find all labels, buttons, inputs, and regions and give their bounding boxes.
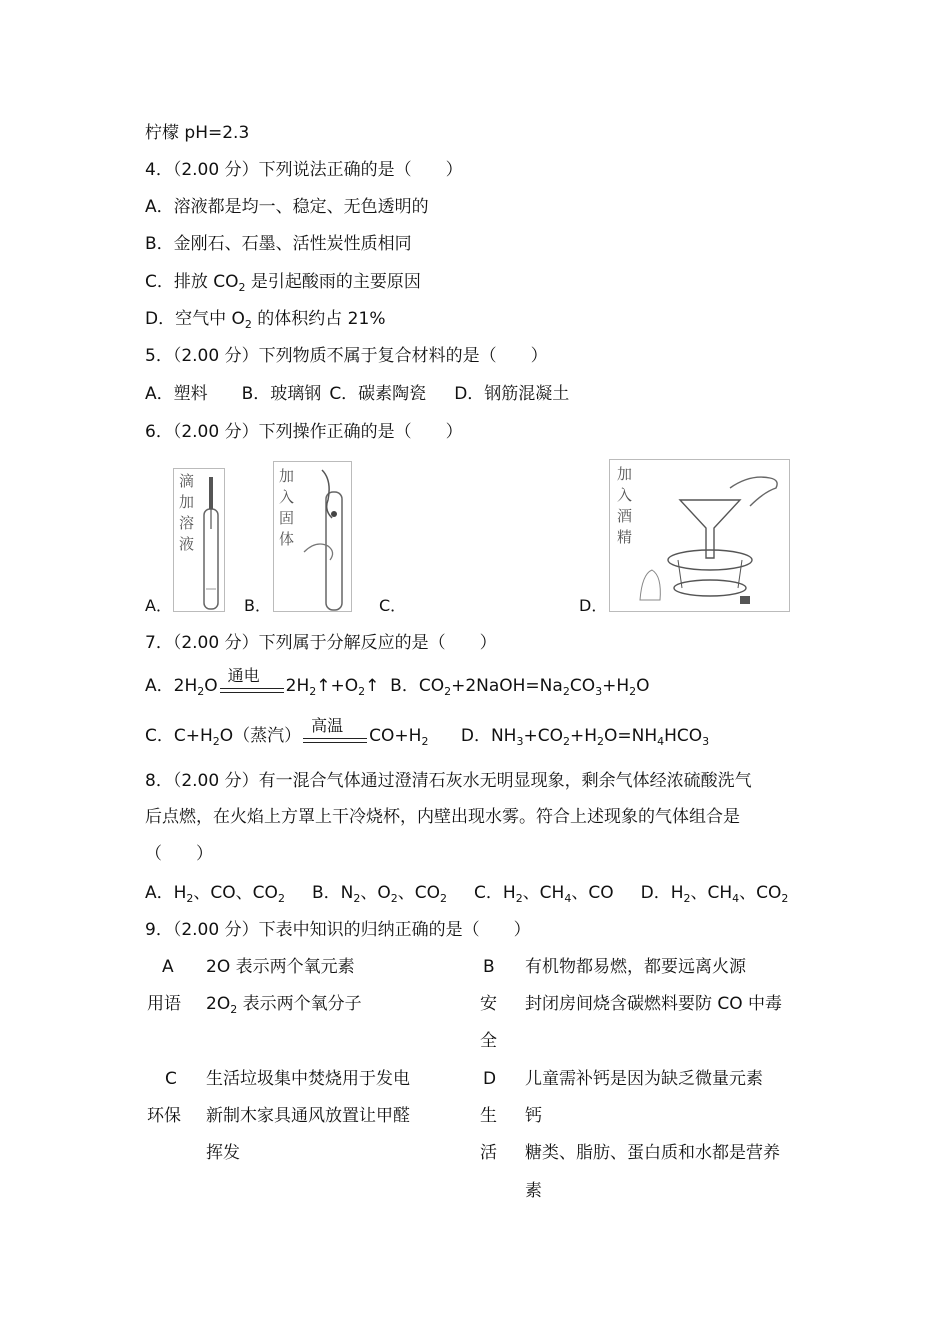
q9-c-item2: 新制木家具通风放置让甲醛: [206, 1106, 410, 1126]
q6-label-a: A．: [145, 596, 172, 615]
q7-c-condition: 高温: [303, 725, 367, 747]
q9-b-item1: 有机物都易燃，都要远离火源: [525, 957, 746, 977]
q9-d-item1-cont: 钙: [525, 1106, 542, 1126]
q9-b-label: B: [483, 957, 495, 977]
q9-d-label: D: [483, 1069, 497, 1089]
q6-label-c: C．: [379, 596, 407, 615]
q6-label-b: B．: [244, 596, 271, 615]
q9-b-category-2: 全: [480, 1031, 497, 1051]
q6-stem: 6．（2.00 分）下列操作正确的是（ ）: [145, 422, 463, 442]
q8-stem-line3: （ ）: [145, 844, 213, 864]
q9-a-item1: 2O 表示两个氧元素: [206, 957, 355, 977]
q8-stem-line1: 8．（2.00 分）有一混合气体通过澄清石灰水无明显现象，剩余气体经浓硫酸洗气: [145, 771, 752, 791]
q9-a-label: A: [162, 957, 174, 977]
q4-option-b: B．金刚石、石墨、活性炭性质相同: [145, 234, 412, 254]
q5-stem: 5．（2.00 分）下列物质不属于复合材料的是（ ）: [145, 346, 548, 366]
q9-c-label: C: [165, 1069, 177, 1089]
q9-b-item2: 封闭房间烧含碳燃料要防 CO 中毒: [525, 994, 783, 1014]
q5-option-d: D．钢筋混凝土: [454, 384, 570, 404]
q8-options: A．$H_2$、CO、$CO_2$ B．$N_2$、$O_2$、$CO_2$ C．$H_2$、$CH_4$、CO D．$H_2$、$CH_4$、$CO_2$: [145, 883, 789, 905]
q9-stem: 9．（2.00 分）下表中知识的归纳正确的是（ ）: [145, 920, 531, 940]
q4-option-c: C．排放 $CO_2$ 是引起酸雨的主要原因: [145, 272, 421, 294]
q7-stem: 7．（2.00 分）下列属于分解反应的是（ ）: [145, 633, 497, 653]
q5-option-a: A．塑料: [145, 384, 208, 404]
q8-stem-line2: 后点燃，在火焰上方罩上干冷烧杯，内壁出现水雾。符合上述现象的气体组合是: [145, 807, 740, 827]
q5-option-b: B．玻璃钢: [241, 384, 322, 404]
q9-d-category-2: 活: [480, 1143, 497, 1163]
q9-b-category-1: 安: [480, 994, 497, 1014]
prev-answer-line: 柠檬 pH=2.3: [145, 123, 250, 143]
q7-option-a: A．$2H_2O$ 通电 $2H_2↑+O_2↑$ B．$CO_2+2NaOH=Na_2CO_3+H_2O$: [145, 666, 650, 698]
q9-a-category: 用语: [147, 994, 181, 1014]
q9-c-item2-cont: 挥发: [206, 1143, 240, 1163]
q6-figure-a-dropper: 滴加溶液: [173, 468, 225, 612]
q7-option-c: C．$C+H_2O$（蒸汽） 高温 $CO+H_2$ D．$NH_3+CO_2+H_2O=NH_4HCO_3$: [145, 716, 710, 748]
q5-options: [145, 383, 569, 405]
q6-label-d: D．: [579, 596, 608, 615]
q6-figure-b-solid: 加入固体: [273, 461, 352, 612]
q9-c-category: 环保: [147, 1106, 181, 1126]
q6-figure-d-alcohol-lamp: 加入酒精: [609, 459, 790, 612]
q4-stem: 4．（2.00 分）下列说法正确的是（ ）: [145, 160, 463, 180]
q9-d-item2: 糖类、脂肪、蛋白质和水都是营养: [525, 1143, 780, 1163]
q9-c-item1: 生活垃圾集中焚烧用于发电: [206, 1069, 410, 1089]
q5-option-c: C．碳素陶瓷: [329, 384, 427, 404]
q4-option-d: D．空气中 $O_2$ 的体积约占 21%: [145, 309, 386, 331]
q7-a-condition: 通电: [220, 675, 284, 697]
q9-a-item2: $2O_2$ 表示两个氧分子: [206, 994, 362, 1016]
q9-d-item1: 儿童需补钙是因为缺乏微量元素: [525, 1069, 763, 1089]
q4-option-a: A．溶液都是均一、稳定、无色透明的: [145, 197, 429, 217]
q9-d-category-1: 生: [480, 1106, 497, 1126]
q9-d-item2-cont: 素: [525, 1181, 542, 1201]
